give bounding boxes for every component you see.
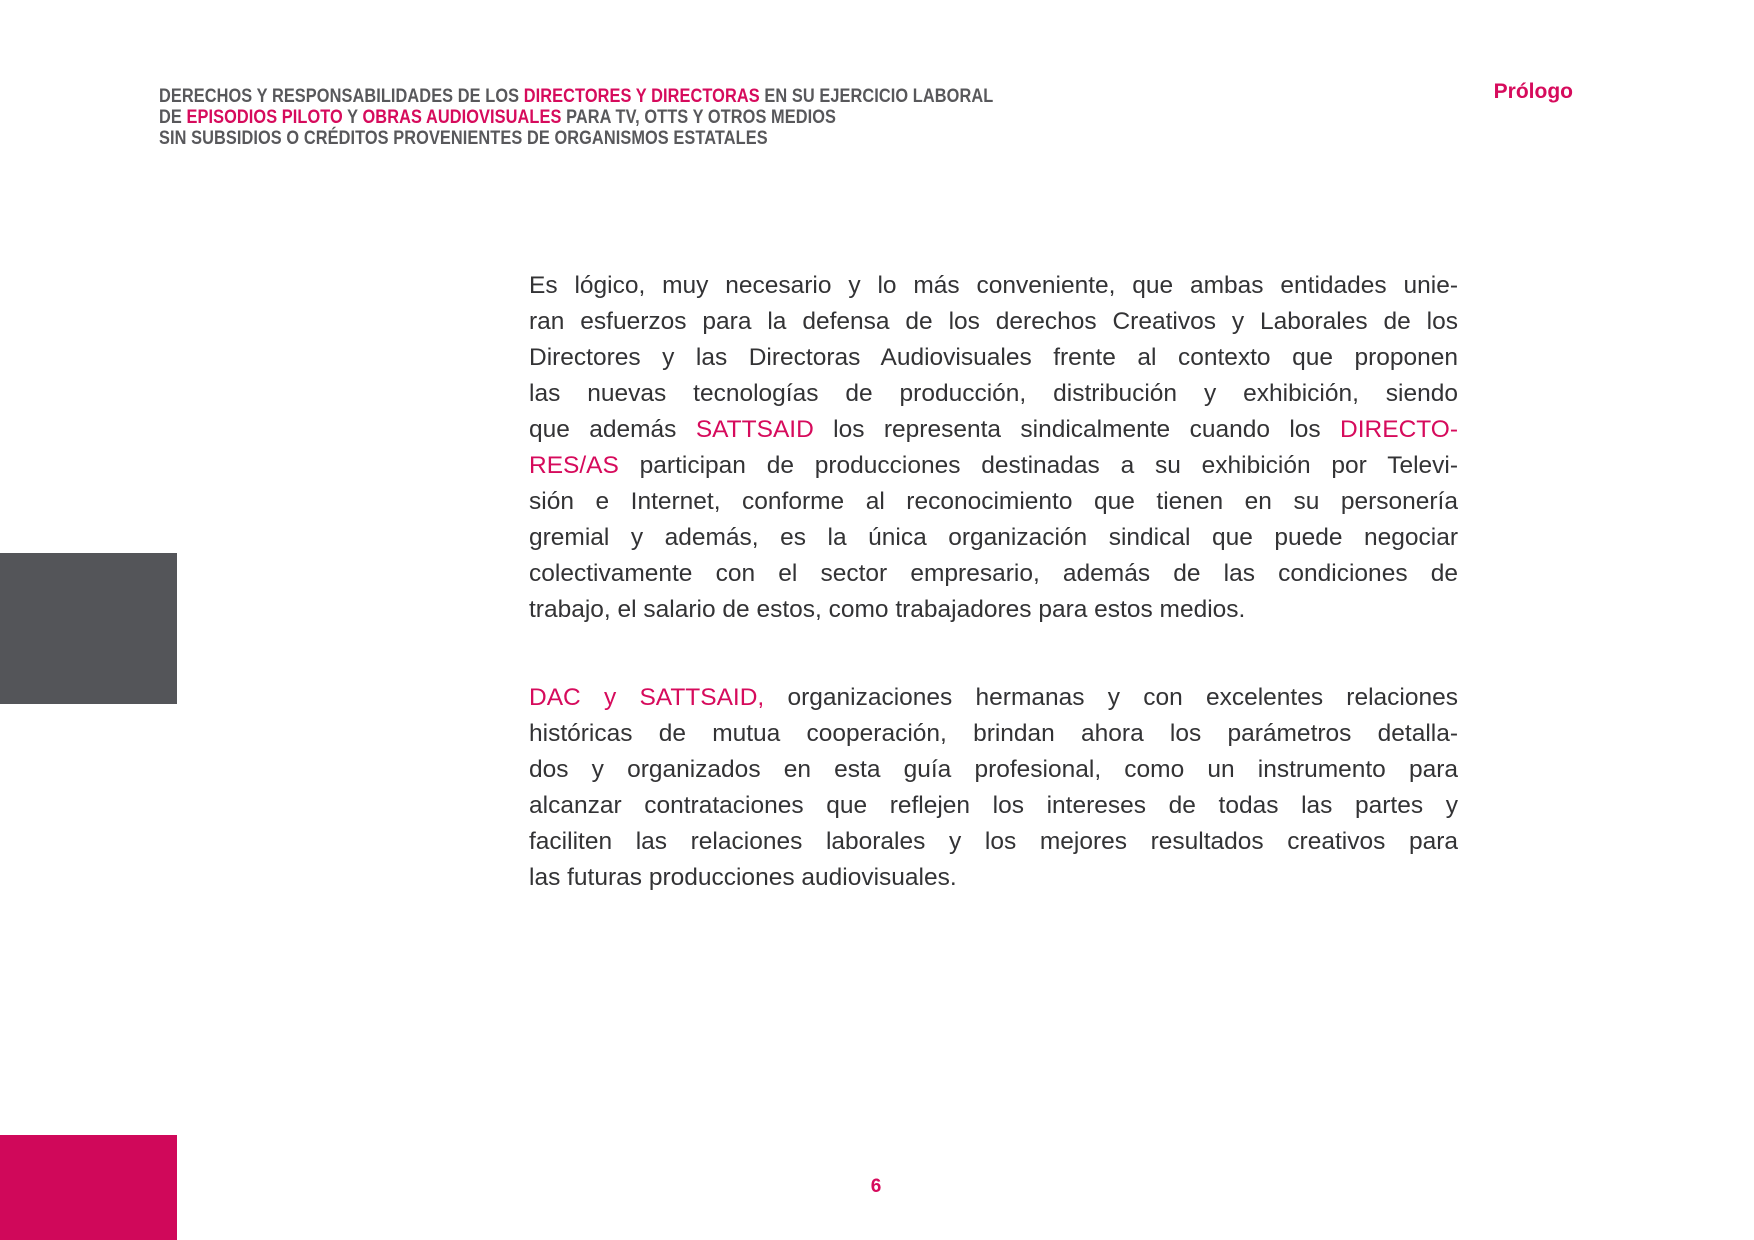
text-line [529,268,1458,304]
text-segment: faciliten las relaciones laborales y los mejores resultados creativos para [529,828,1458,855]
text-line [529,412,1458,448]
text-line [529,788,1458,824]
text-segment: las nuevas tecnologías de producción, distribución y exhibición, siendo [529,380,1458,407]
text-line [529,592,1458,628]
text-line [529,448,1458,484]
text-segment: SIN SUBSIDIOS O CRÉDITOS PROVENIENTES DE ORGANISMOS ESTATALES [159,128,768,149]
text-line [529,824,1458,860]
section-label: Prólogo [1493,80,1573,103]
text-line [529,860,1458,896]
document-title [159,86,993,149]
text-segment: DERECHOS Y RESPONSABILIDADES DE LOS [159,86,524,107]
decor-pink-block [0,1135,177,1240]
paragraph [529,268,1458,628]
body-text [529,268,1458,896]
decor-gray-block [0,553,177,704]
text-line [529,484,1458,520]
text-line [529,520,1458,556]
text-segment: DE [159,107,187,128]
page-number: 6 [870,1176,882,1197]
text-segment: Directores y las Directoras Audiovisuales frente al contexto que proponen [529,344,1458,371]
text-line [529,556,1458,592]
text-line [159,86,993,107]
text-segment: sión e Internet, conforme al reconocimiento que tienen en su personería [529,488,1458,515]
text-line [529,376,1458,412]
text-segment: EN SU EJERCICIO LABORAL [759,86,994,107]
text-line [529,340,1458,376]
text-segment: PARA TV, OTTS Y OTROS MEDIOS [561,107,837,128]
text-line [529,716,1458,752]
highlighted-text: DIRECTO- [1340,416,1458,443]
text-line [159,107,993,128]
text-segment: Y [342,107,363,128]
text-line [159,128,993,149]
text-line [529,304,1458,340]
text-segment: ran esfuerzos para la defensa de los derechos Creativos y Laborales de los [529,308,1458,335]
highlighted-text: SATTSAID [695,416,814,443]
text-segment: participan de producciones destinadas a su exhibición por Televi- [618,452,1458,479]
highlighted-text: DAC y SATTSAID, [529,684,765,711]
paragraph [529,680,1458,896]
text-line [529,752,1458,788]
text-segment: históricas de mutua cooperación, brindan ahora los parámetros detalla- [529,720,1458,747]
highlighted-text: DIRECTORES Y DIRECTORAS [523,86,760,107]
highlighted-text: RES/AS [529,452,619,479]
text-segment: colectivamente con el sector empresario, además de las condiciones de [529,560,1458,587]
text-segment: trabajo, el salario de estos, como trabajadores para estos medios. [529,596,1246,623]
text-segment: que además [529,416,696,443]
highlighted-text: OBRAS AUDIOVISUALES [362,107,562,128]
text-segment: dos y organizados en esta guía profesional, como un instrumento para [529,756,1458,783]
text-segment: organizaciones hermanas y con excelentes relaciones [764,684,1458,711]
highlighted-text: EPISODIOS PILOTO [186,107,343,128]
text-segment: alcanzar contrataciones que reflejen los intereses de todas las partes y [529,792,1458,819]
text-segment: las futuras producciones audiovisuales. [529,864,957,891]
text-line [529,680,1458,716]
text-segment: Es lógico, muy necesario y lo más conveniente, que ambas entidades unie- [529,272,1458,299]
text-segment: gremial y además, es la única organización sindical que puede negociar [529,524,1458,551]
text-segment: los representa sindicalmente cuando los [813,416,1341,443]
